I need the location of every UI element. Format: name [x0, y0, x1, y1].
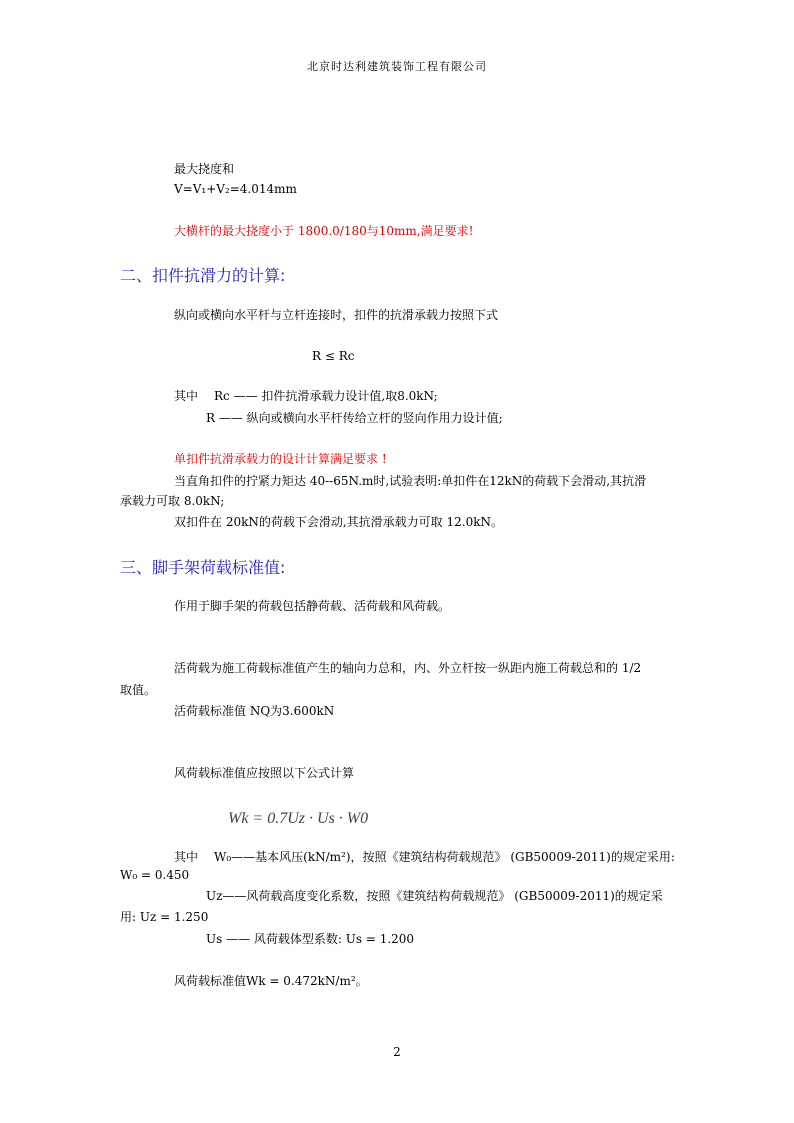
us-definition: Us —— 风荷载体型系数: Us = 1.200	[206, 932, 415, 946]
deflection-formula: V=V₁+V₂=4.014mm	[174, 182, 297, 196]
deflection-conclusion: 大横杆的最大挠度小于 1800.0/180与10mm,满足要求!	[174, 224, 474, 238]
uz-value: 用: Uz = 1.250	[120, 910, 209, 924]
where-label: 其中	[174, 389, 199, 403]
section-heading-loads: 三、脚手架荷载标准值:	[120, 558, 286, 577]
double-fastener-note: 双扣件在 20kN的荷载下会滑动,其抗滑承载力可取 12.0kN。	[174, 515, 503, 529]
fastener-conclusion: 单扣件抗滑承载力的设计计算满足要求 !	[174, 452, 387, 466]
w0-value: W₀ = 0.450	[120, 868, 190, 882]
torque-note-line1: 当直角扣件的拧紧力矩达 40--65N.m时,试验表明:单扣件在12kN的荷载下会滑动,其抗滑	[174, 474, 647, 488]
torque-note-line2: 承载力可取 8.0kN;	[120, 494, 225, 508]
wind-result: 风荷载标准值Wk = 0.472kN/m²。	[174, 974, 368, 988]
wind-formula: Wk = 0.7Uz · Us · W0	[228, 810, 369, 827]
max-deflection-label: 最大挠度和	[174, 162, 235, 176]
fastener-intro: 纵向或横向水平杆与立杆连接时，扣件的抗滑承载力按照下式	[174, 308, 499, 322]
w0-definition: W₀——基本风压(kN/m²)，按照《建筑结构荷载规范》 (GB50009-2011)的规定采用:	[214, 850, 675, 864]
live-load-line1: 活荷载为施工荷载标准值产生的轴向力总和，内、外立杆按一纵距内施工荷载总和的 1/2	[174, 661, 642, 675]
page-header: 北京时达利建筑装饰工程有限公司	[307, 60, 487, 73]
live-load-line2: 取值。	[120, 683, 157, 697]
uz-definition: Uz——风荷载高度变化系数，按照《建筑结构荷载规范》 (GB50009-2011)的规定采	[206, 889, 663, 903]
rc-definition: Rc —— 扣件抗滑承载力设计值,取8.0kN;	[214, 389, 438, 403]
page-number: 2	[393, 1045, 401, 1059]
live-load-value: 活荷载标准值 NQ为3.600kN	[174, 704, 335, 718]
fastener-formula: R ≤ Rc	[312, 349, 355, 363]
loads-intro: 作用于脚手架的荷载包括静荷载、活荷载和风荷载。	[174, 599, 451, 613]
r-definition: R —— 纵向或横向水平杆传给立杆的竖向作用力设计值;	[206, 411, 503, 425]
wind-intro: 风荷载标准值应按照以下公式计算	[174, 766, 355, 780]
section-heading-fastener: 二、扣件抗滑力的计算:	[120, 266, 286, 285]
wind-where-label: 其中	[174, 850, 199, 864]
